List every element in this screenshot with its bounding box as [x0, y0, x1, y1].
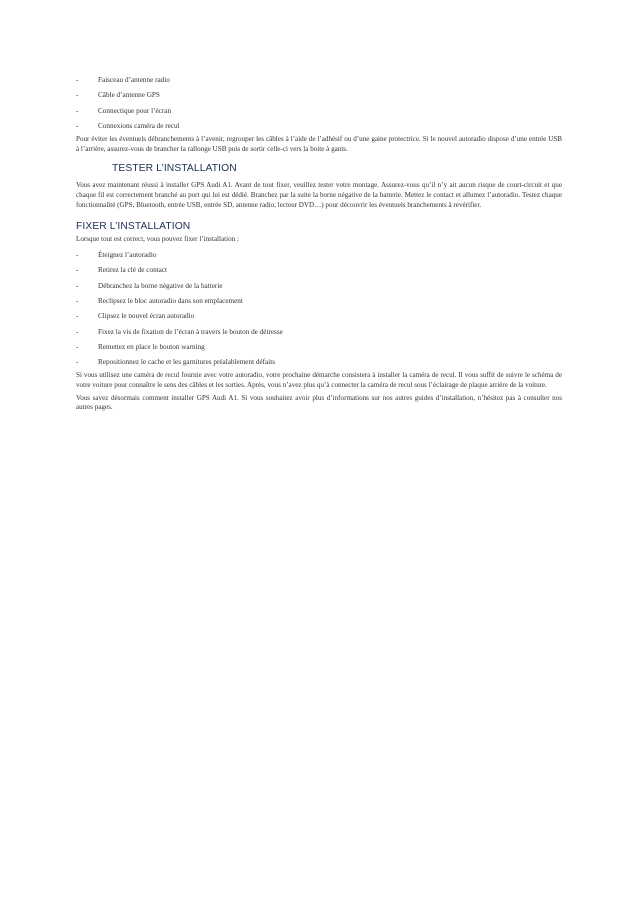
list-item-text: Connectique pour l’écran: [98, 106, 172, 115]
list-dash: -: [76, 91, 79, 100]
paragraph-fix-intro: Lorsque tout est correct, vous pouvez fixer l’installation :: [76, 235, 239, 244]
list-item: [76, 91, 562, 100]
list-item-text: Fixez la vis de fixation de l’écran à travers le bouton de détresse: [98, 327, 283, 336]
list-item: [76, 76, 562, 85]
heading-fixer-installation: FIXER L’INSTALLATION: [76, 221, 191, 233]
list-dash: -: [76, 106, 79, 115]
list-item: [76, 251, 562, 260]
heading-tester-installation: TESTER L’INSTALLATION: [112, 163, 237, 175]
list-item: [76, 282, 562, 291]
list-dash: -: [76, 281, 79, 290]
list-item-text: Connexions caméra de recul: [98, 122, 180, 131]
fix-steps-list: [76, 251, 562, 368]
list-dash: -: [76, 343, 79, 352]
list-item-text: Retirez la clé de contact: [98, 266, 168, 275]
list-dash: -: [76, 327, 79, 336]
list-item-text: Éteignez l’autoradio: [98, 250, 157, 259]
list-dash: -: [76, 250, 79, 259]
paragraph-conclusion: Vous savez désormais comment installer GPS Audi A1. Si vous souhaitez avoir plus d’informations sur nos autres guides d’installation, n’hésitez pas à consulter nos autres pages.: [76, 393, 562, 412]
paragraph-rear-camera: Si vous utilisez une caméra de recul fournie avec votre autoradio, votre prochaine démarche consistera à installer la caméra de recul. Il vous suffit de suivre le schéma de votre voiture pour connaître le sens des câbles et les sorties. Après, vous n’avez plus qu’à connecter la caméra de recul sous l’éclairage de plaque arrière de la voiture.: [76, 371, 562, 390]
list-item: [76, 107, 562, 116]
paragraph-test-instructions: Vous avez maintenant réussi à installer GPS Audi A1. Avant de tout fixer, veuillez tester votre montage. Assurez-vous qu’il n’y ait aucun risque de court-circuit et que chaque fil est correctement branché au port qui lui est dédié. Branchez par la suite la borne négative de la batterie. Mettez le contact et allumez l’autoradio. Testez chaque fonctionnalité (GPS, Bluetooth, entrée USB, entrée SD, antenne radio, lecteur DVD…) pour découvrir les éventuels branchements à revérifier.: [76, 181, 562, 209]
parts-list: [76, 76, 562, 131]
paragraph-cable-advice: Pour éviter les éventuels débranchements à l’avenir, regrouper les câbles à l’aide de l’adhésif ou d’une gaine protectrice. Si le nouvel autoradio dispose d’une entrée USB à l’arrière, assurez-vous de brancher la rallonge USB puis de sortir celle-ci vers la boite à gants.: [76, 135, 562, 153]
list-item-text: Reclipsez le bloc autoradio dans son emplacement: [98, 296, 243, 305]
list-item: [76, 266, 562, 275]
list-item: [76, 122, 562, 131]
list-item: [76, 297, 562, 306]
list-item-text: Câble d’antenne GPS: [98, 91, 160, 100]
list-item: [76, 328, 562, 337]
list-item-text: Repositionnez le cache et les garnitures préalablement défaits: [98, 358, 276, 367]
list-dash: -: [76, 296, 79, 305]
document-content: [76, 76, 562, 413]
list-item: [76, 312, 562, 321]
list-item: [76, 343, 562, 352]
list-dash: -: [76, 122, 79, 131]
list-dash: -: [76, 312, 79, 321]
list-dash: -: [76, 266, 79, 275]
list-dash: -: [76, 358, 79, 367]
list-item-text: Remettez en place le bouton warning: [98, 343, 205, 352]
list-item: [76, 358, 562, 367]
list-dash: -: [76, 76, 79, 84]
list-item-text: Débranchez la borne négative de la batterie: [98, 281, 223, 290]
list-item-text: Clipsez le nouvel écran autoradio: [98, 312, 195, 321]
list-item-text: Faisceau d’antenne radio: [98, 76, 170, 84]
